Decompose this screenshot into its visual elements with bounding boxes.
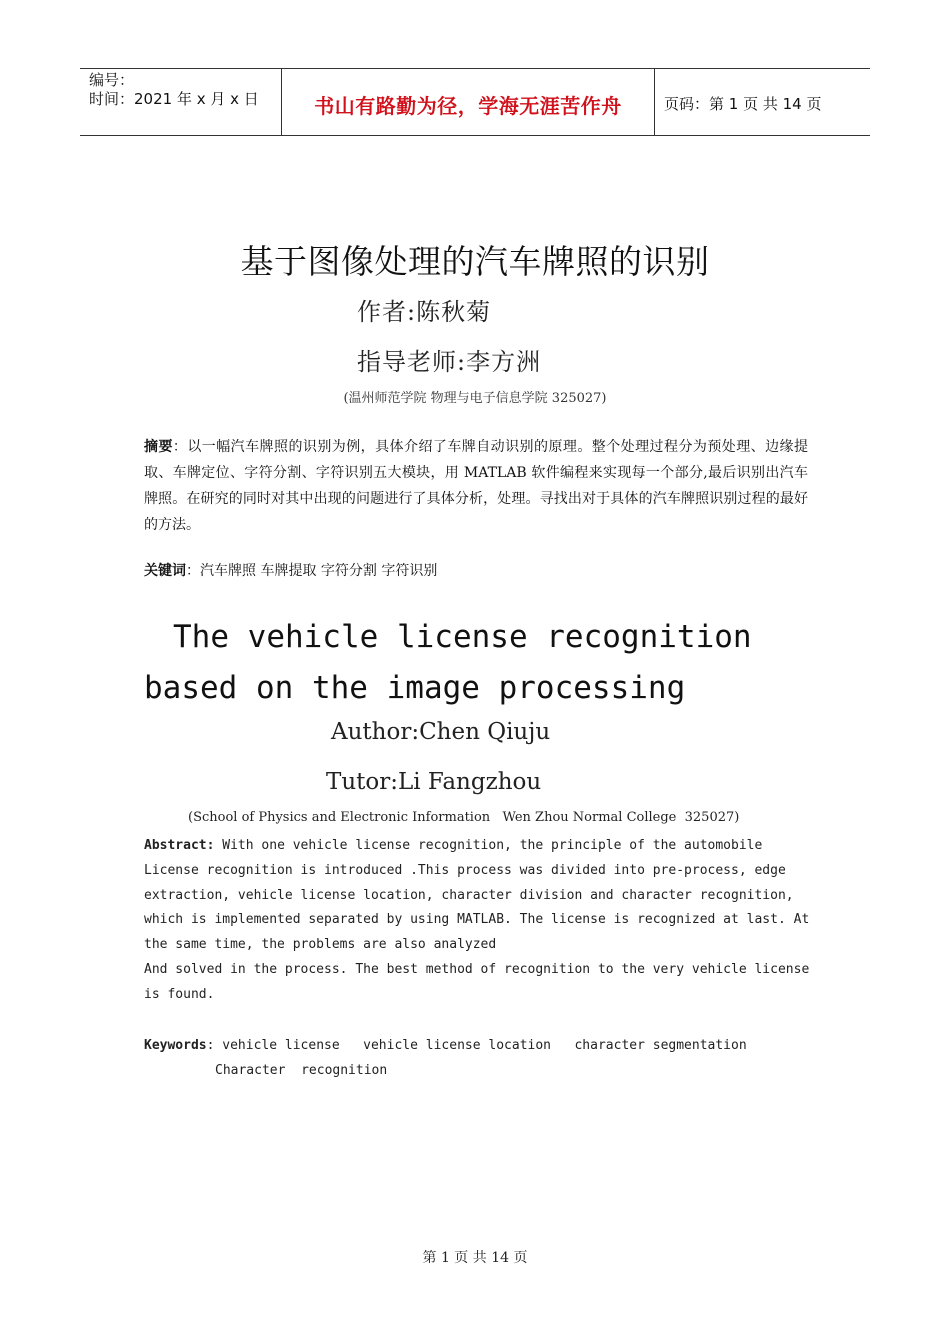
author-en: Author:Chen Qiuju (331, 719, 551, 745)
header-motto: 书山有路勤为径，学海无涯苦作舟 (314, 94, 622, 118)
header-top-rule (80, 68, 870, 69)
keywords-cn (144, 560, 437, 580)
keywords-en-line1: : vehicle license vehicle license location character segmentation (206, 1038, 747, 1053)
header-number-label: 编号： (89, 71, 135, 89)
tutor-cn: 指导老师:李方洲 (357, 348, 542, 376)
title-en (144, 612, 844, 714)
tutor-en: Tutor:Li Fangzhou (326, 769, 542, 795)
keywords-en-line2: Character recognition (215, 1063, 388, 1078)
header-bottom-rule (80, 135, 870, 136)
header-page-info: 页码：第 1 页 共 14 页 (664, 95, 822, 113)
title-en-line2: based on the image processing (144, 670, 686, 706)
affiliation-cn: (温州师范学院 物理与电子信息学院 325027) (343, 391, 607, 406)
affiliation-en: (School of Physics and Electronic Information Wen Zhou Normal College 325027) (188, 810, 740, 825)
abstract-en (144, 834, 814, 1008)
abstract-en-text-continued: And solved in the process. The best method of recognition to the very vehicle license is found. (144, 961, 810, 1002)
header-meta (89, 71, 259, 109)
abstract-cn-label: 摘要 (144, 439, 173, 455)
abstract-cn-text: ：以一幅汽车牌照的识别为例，具体介绍了车牌自动识别的原理。整个处理过程分为预处理、边缘提取、车牌定位、字符分割、字符识别五大模块，用 MATLAB 软件编程来实现每一个部分,最后识别出汽车牌照。在研究的同时对其中出现的问题进行了具体分析，处理。寻找出对于具体的汽车牌照识别过程的最好的方法。 (144, 439, 808, 533)
abstract-en-text: With one vehicle license recognition, the principle of the automobile License recognition is introduced .This process was divided into pre-process, edge extraction, vehicle license location, character division and character recognition, which is implemented separated by using MATLAB. The license is recognized at last. At the same time, the problems are also analyzed (144, 838, 810, 953)
keywords-cn-text: ：汽车牌照 车牌提取 字符分割 字符识别 (186, 563, 438, 579)
author-cn: 作者:陈秋菊 (357, 298, 492, 326)
abstract-en-label: Abstract: (144, 838, 215, 853)
header-time-label: 时间：2021 年 x 月 x 日 (89, 90, 259, 108)
keywords-en (144, 1033, 747, 1083)
title-en-line1: The vehicle license recognition (173, 619, 752, 655)
page-footer: 第 1 页 共 14 页 (422, 1250, 528, 1266)
header-divider (654, 68, 655, 135)
keywords-cn-label: 关键词 (144, 563, 186, 579)
keywords-en-label: Keywords (144, 1038, 207, 1053)
abstract-cn (144, 434, 808, 538)
title-cn: 基于图像处理的汽车牌照的识别 (240, 242, 710, 281)
